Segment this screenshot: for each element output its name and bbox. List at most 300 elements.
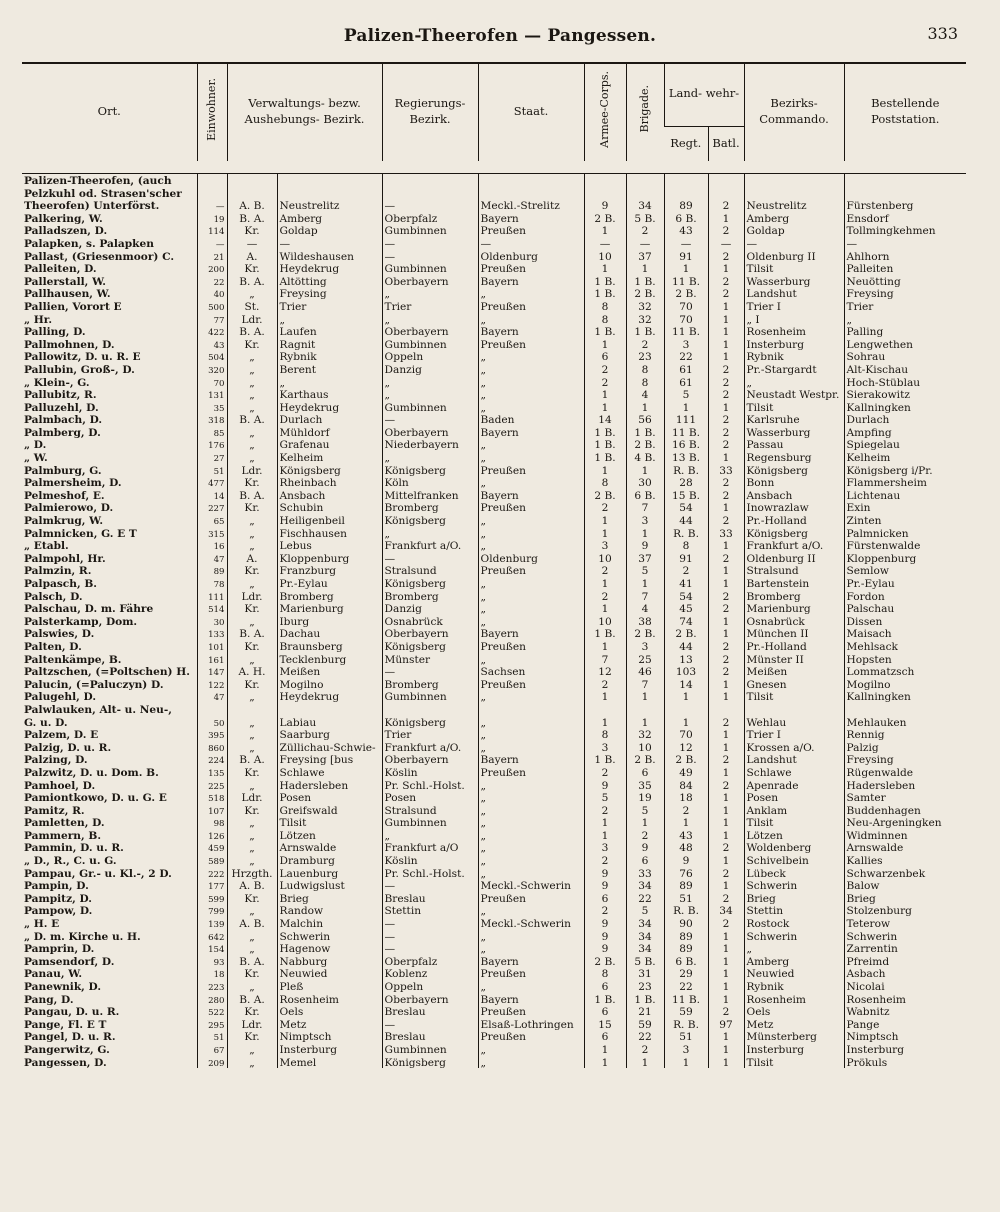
cell-sitz: Arnswalde (277, 841, 382, 854)
cell-bez: B. A. (227, 413, 277, 426)
cell-brig: 34 (626, 879, 664, 892)
cell-batl: 1 (708, 804, 744, 817)
table-row (22, 980, 966, 993)
cell-bez: „ (227, 816, 277, 829)
table-row (22, 527, 966, 540)
cell-ort: Paltzschen, (=Poltschen) H. (24, 666, 190, 678)
cell-ort: Pallmohnen, D. (24, 338, 115, 351)
cell-kom: Amberg (744, 212, 844, 225)
cell-post: Semlow (844, 564, 966, 577)
cell-batl: 1 (708, 678, 744, 691)
cell-kom: Rosenheim (744, 993, 844, 1006)
cell-ac: 10 (584, 615, 626, 628)
cell-kom: Münster II (744, 653, 844, 666)
cell-ac: 1 (584, 829, 626, 842)
cell-brig (626, 703, 664, 716)
cell-bez: „ (227, 527, 277, 540)
table-row (22, 501, 966, 514)
cell-einw: 224 (197, 753, 227, 766)
cell-kom: Inowrazlaw (744, 501, 844, 514)
cell-batl: 2 (708, 753, 744, 766)
cell-ac: 9 (584, 930, 626, 943)
cell-regt: 2 B. (664, 627, 708, 640)
cell-batl: 2 (708, 867, 744, 880)
cell-einw: 50 (197, 716, 227, 729)
cell-regt: 6 B. (664, 212, 708, 225)
cell-sitz: Saarburg (277, 728, 382, 741)
cell-ort: Pangerwitz, G. (24, 1043, 110, 1056)
cell-bez: „ (227, 1056, 277, 1069)
cell-einw: 65 (197, 514, 227, 527)
cell-regt: 89 (664, 942, 708, 955)
cell-sitz: Bromberg (277, 590, 382, 603)
col-header-verwaltung: Verwaltungs- bezw. Aushebungs- Bezirk. (227, 62, 382, 161)
cell-ac: 1 (584, 401, 626, 414)
cell-batl: 97 (708, 1018, 744, 1031)
cell-post: Nicolai (844, 980, 966, 993)
cell-batl: 1 (708, 338, 744, 351)
cell-kom: Insterburg (744, 338, 844, 351)
cell-reg: „ (382, 313, 478, 326)
cell-staat: „ (478, 653, 584, 666)
cell-bez: Kr. (227, 640, 277, 653)
cell-reg: Pr. Schl.-Holst. (382, 779, 478, 792)
cell-bez: „ (227, 388, 277, 401)
cell-sitz: Schlawe (277, 766, 382, 779)
cell-reg: Danzig (382, 363, 478, 376)
cell-post: Buddenhagen (844, 804, 966, 817)
cell-brig: 1 (626, 527, 664, 540)
cell-kom: Tilsit (744, 816, 844, 829)
cell-post (844, 187, 966, 200)
cell-kom: Goldap (744, 224, 844, 237)
cell-kom: Ansbach (744, 489, 844, 502)
cell-regt: 16 B. (664, 438, 708, 451)
cell-ac: 2 (584, 766, 626, 779)
cell-kom: Rostock (744, 917, 844, 930)
table-row (22, 942, 966, 955)
cell-regt: R. B. (664, 904, 708, 917)
table-row (22, 413, 966, 426)
cell-einw: 320 (197, 363, 227, 376)
cell-ac (584, 187, 626, 200)
cell-batl: 1 (708, 615, 744, 628)
cell-brig: 30 (626, 476, 664, 489)
cell-einw: 85 (197, 426, 227, 439)
cell-kom: Landshut (744, 287, 844, 300)
cell-brig: 7 (626, 590, 664, 603)
cell-ort: Pamsendorf, D. (24, 955, 115, 968)
cell-ort: „ Hr. (24, 313, 53, 326)
cell-ac: — (584, 237, 626, 250)
header-rule (22, 161, 966, 174)
cell-regt: 43 (664, 829, 708, 842)
cell-sitz: Metz (277, 1018, 382, 1031)
cell-batl: 1 (708, 1056, 744, 1069)
cell-bez: Kr. (227, 804, 277, 817)
cell-staat: Preußen (478, 678, 584, 691)
cell-einw: 111 (197, 590, 227, 603)
cell-ac: 1 B. (584, 753, 626, 766)
cell-einw: — (197, 199, 227, 212)
cell-kom: Anklam (744, 804, 844, 817)
cell-staat: „ (478, 376, 584, 389)
table-row (22, 690, 966, 703)
cell-sitz: Braunsberg (277, 640, 382, 653)
cell-regt: 89 (664, 930, 708, 943)
cell-regt: 84 (664, 779, 708, 792)
table-row (22, 401, 966, 414)
cell-brig: 5 (626, 564, 664, 577)
cell-brig: 7 (626, 501, 664, 514)
cell-reg: Königsberg (382, 577, 478, 590)
cell-kom: „ (744, 376, 844, 389)
cell-kom: Wasserburg (744, 426, 844, 439)
cell-ort: Panau, W. (24, 968, 83, 980)
cell-ac: 1 (584, 388, 626, 401)
cell-batl: 1 (708, 930, 744, 943)
table-row (22, 1018, 966, 1031)
cell-ac: 2 B. (584, 955, 626, 968)
cell-bez: St. (227, 300, 277, 313)
cell-batl: 34 (708, 904, 744, 917)
cell-brig: 2 B. (626, 753, 664, 766)
col-header-einwohner (197, 62, 227, 161)
cell-bez: Kr. (227, 262, 277, 275)
cell-ac: 1 (584, 262, 626, 275)
cell-einw: 18 (197, 967, 227, 980)
cell-bez: B. A. (227, 627, 277, 640)
cell-sitz: Oels (277, 1005, 382, 1018)
cell-einw: 16 (197, 539, 227, 552)
cell-sitz: Lauenburg (277, 867, 382, 880)
cell-ort: Palmierowo, D. (24, 502, 114, 515)
cell-reg (382, 174, 478, 187)
cell-kom: Rosenheim (744, 325, 844, 338)
table-row (22, 564, 966, 577)
col-header-staat: Staat. (478, 62, 584, 161)
cell-bez: „ (227, 615, 277, 628)
cell-staat: „ (478, 1043, 584, 1056)
cell-brig: 6 (626, 766, 664, 779)
col-header-post: Bestellende Poststation. (844, 62, 966, 161)
cell-kom: Krossen a/O. (744, 741, 844, 754)
cell-post (844, 174, 966, 187)
cell-bez: Ldr. (227, 313, 277, 326)
cell-reg: Bromberg (382, 501, 478, 514)
cell-staat: „ (478, 1056, 584, 1069)
cell-ort: Pallubitz, R. (24, 389, 97, 401)
cell-sitz: Pleß (277, 980, 382, 993)
cell-batl: 33 (708, 464, 744, 477)
cell-sitz: Marienburg (277, 602, 382, 615)
cell-kom: Schwerin (744, 879, 844, 892)
cell-einw: 518 (197, 791, 227, 804)
cell-kom: Landshut (744, 753, 844, 766)
cell-ort: „ D. (24, 439, 47, 452)
cell-staat: Preußen (478, 224, 584, 237)
cell-brig: 2 (626, 1043, 664, 1056)
cell-sitz: Ludwigslust (277, 879, 382, 892)
cell-einw: 35 (197, 401, 227, 414)
table-row (22, 438, 966, 451)
cell-batl: 1 (708, 627, 744, 640)
cell-sitz (277, 703, 382, 716)
cell-ort: Pangel, D. u. R. (24, 1031, 116, 1043)
cell-post: Wabnitz (844, 1005, 966, 1018)
cell-reg: Posen (382, 791, 478, 804)
col-header-armee-label: Armee-Corps. (597, 70, 611, 148)
cell-brig: 5 B. (626, 955, 664, 968)
cell-staat: „ (478, 590, 584, 603)
cell-post: Ahlhorn (844, 250, 966, 263)
cell-batl (708, 187, 744, 200)
cell-ac (584, 174, 626, 187)
table-row (22, 678, 966, 691)
cell-bez: Kr. (227, 338, 277, 351)
cell-staat: Preußen (478, 1005, 584, 1018)
cell-ort: Pammern, B. (24, 829, 102, 842)
cell-reg: „ (382, 829, 478, 842)
table-row (22, 879, 966, 892)
cell-batl: 2 (708, 640, 744, 653)
cell-brig: 1 B. (626, 275, 664, 288)
cell-staat: „ (478, 451, 584, 464)
cell-regt: 15 B. (664, 489, 708, 502)
cell-post: Palzig (844, 741, 966, 754)
cell-staat: Bayern (478, 993, 584, 1006)
cell-post: Teterow (844, 917, 966, 930)
cell-kom: Frankfurt a/O. (744, 539, 844, 552)
cell-bez: B. A. (227, 325, 277, 338)
cell-batl: 2 (708, 602, 744, 615)
cell-brig: 2 (626, 224, 664, 237)
cell-ort: Palling, D. (24, 326, 86, 338)
cell-regt: 2 B. (664, 287, 708, 300)
table-row (22, 426, 966, 439)
cell-regt: 3 (664, 338, 708, 351)
col-header-einwohner-label: Einwohner. (204, 77, 218, 141)
cell-brig: 1 B. (626, 993, 664, 1006)
cell-ort: Palmbach, D. (24, 414, 103, 426)
cell-post: Insterburg (844, 1043, 966, 1056)
cell-batl: 1 (708, 1043, 744, 1056)
cell-staat: Bayern (478, 325, 584, 338)
cell-reg: — (382, 1018, 478, 1031)
cell-bez: „ (227, 426, 277, 439)
cell-ort: Palmberg, D. (24, 426, 101, 439)
table-row (22, 867, 966, 880)
cell-staat: Meckl.-Schwerin (478, 879, 584, 892)
cell-regt: 28 (664, 476, 708, 489)
cell-batl: 1 (708, 980, 744, 993)
cell-brig: 21 (626, 1005, 664, 1018)
cell-brig: 23 (626, 350, 664, 363)
cell-post: Zarrentin (844, 942, 966, 955)
table-row (22, 640, 966, 653)
cell-post: Mehlsack (844, 640, 966, 653)
table-row (22, 917, 966, 930)
cell-kom: Woldenberg (744, 841, 844, 854)
cell-staat: Preußen (478, 262, 584, 275)
cell-post: Pr.-Eylau (844, 577, 966, 590)
cell-ort: Pelzkuhl od. Strasen'scher (24, 187, 182, 200)
cell-ac: 9 (584, 199, 626, 212)
cell-sitz: Heydekrug (277, 262, 382, 275)
cell-sitz: Freysing (277, 287, 382, 300)
table-row (22, 1030, 966, 1043)
cell-einw: 161 (197, 653, 227, 666)
cell-post: Trier (844, 300, 966, 313)
cell-regt: 1 (664, 716, 708, 729)
cell-kom: Pr.-Holland (744, 514, 844, 527)
cell-kom: Tilsit (744, 401, 844, 414)
cell-brig: 6 (626, 854, 664, 867)
cell-post: Pfreimd (844, 955, 966, 968)
table-row (22, 703, 966, 716)
cell-regt: 14 (664, 678, 708, 691)
cell-regt: 61 (664, 376, 708, 389)
table-row (22, 841, 966, 854)
cell-kom: Amberg (744, 955, 844, 968)
cell-bez: Ldr. (227, 464, 277, 477)
cell-batl: 1 (708, 300, 744, 313)
cell-einw: 122 (197, 678, 227, 691)
col-header-ort: Ort. (97, 103, 121, 118)
cell-staat: „ (478, 602, 584, 615)
cell-ort: Palizen-Theerofen, (auch (24, 175, 172, 187)
cell-brig: 3 (626, 514, 664, 527)
cell-staat: „ (478, 690, 584, 703)
col-header-armee (584, 62, 626, 161)
table-row (22, 250, 966, 263)
cell-staat: Preußen (478, 766, 584, 779)
table-row (22, 716, 966, 729)
cell-einw: 280 (197, 993, 227, 1006)
cell-brig: 34 (626, 199, 664, 212)
col-header-regierung: Regierungs- Bezirk. (382, 62, 478, 161)
cell-staat: „ (478, 388, 584, 401)
cell-ort: Pamitz, R. (24, 804, 85, 817)
cell-ort: Palkering, W. (24, 212, 103, 225)
cell-ac: 5 (584, 791, 626, 804)
cell-bez (227, 174, 277, 187)
cell-reg: Königsberg (382, 464, 478, 477)
col-header-brigade-label: Brigade. (637, 85, 651, 133)
cell-kom: Stralsund (744, 564, 844, 577)
cell-ort: Pampin, D. (24, 880, 89, 892)
cell-post: Hopsten (844, 653, 966, 666)
cell-regt: 18 (664, 791, 708, 804)
cell-ac: 1 (584, 464, 626, 477)
cell-post: Fürstenberg (844, 199, 966, 212)
cell-regt: 61 (664, 363, 708, 376)
cell-reg: — (382, 413, 478, 426)
cell-ac: 2 (584, 376, 626, 389)
cell-kom: Schlawe (744, 766, 844, 779)
cell-staat: „ (478, 438, 584, 451)
cell-sitz: Mühldorf (277, 426, 382, 439)
cell-einw: 30 (197, 615, 227, 628)
cell-kom: „ I (744, 313, 844, 326)
cell-reg: Königsberg (382, 1056, 478, 1069)
cell-ort: „ Klein-, G. (24, 376, 90, 389)
cell-staat: „ (478, 930, 584, 943)
cell-einw: 318 (197, 413, 227, 426)
cell-batl: 1 (708, 993, 744, 1006)
cell-einw: 78 (197, 577, 227, 590)
cell-einw: 70 (197, 376, 227, 389)
cell-brig: 38 (626, 615, 664, 628)
cell-bez: — (227, 237, 277, 250)
cell-brig: 5 B. (626, 212, 664, 225)
cell-batl: 2 (708, 917, 744, 930)
cell-ac: 1 (584, 716, 626, 729)
cell-reg: — (382, 237, 478, 250)
cell-post: Fordon (844, 590, 966, 603)
cell-reg: „ (382, 451, 478, 464)
cell-kom: Neustrelitz (744, 199, 844, 212)
cell-post: Zinten (844, 514, 966, 527)
table-row (22, 741, 966, 754)
cell-einw: 860 (197, 741, 227, 754)
cell-post: Rosenheim (844, 993, 966, 1006)
cell-regt: 54 (664, 501, 708, 514)
cell-staat: Bayern (478, 275, 584, 288)
cell-bez: Hrzgth. (227, 867, 277, 880)
cell-einw: 295 (197, 1018, 227, 1031)
cell-reg: Köslin (382, 766, 478, 779)
cell-sitz: „ (277, 313, 382, 326)
cell-reg: Gumbinnen (382, 816, 478, 829)
cell-brig: 22 (626, 1030, 664, 1043)
cell-ac: 1 (584, 690, 626, 703)
cell-brig: 1 (626, 690, 664, 703)
cell-einw: 19 (197, 212, 227, 225)
cell-kom: Lötzen (744, 829, 844, 842)
cell-ac: 2 (584, 854, 626, 867)
cell-post: Fürstenwalde (844, 539, 966, 552)
cell-staat: „ (478, 728, 584, 741)
table-row (22, 615, 966, 628)
cell-reg: — (382, 250, 478, 263)
cell-staat: „ (478, 791, 584, 804)
cell-sitz: Iburg (277, 615, 382, 628)
cell-brig: 9 (626, 539, 664, 552)
cell-einw: 131 (197, 388, 227, 401)
cell-post: Ensdorf (844, 212, 966, 225)
cell-staat: Preußen (478, 892, 584, 905)
table-row (22, 262, 966, 275)
cell-batl: 33 (708, 527, 744, 540)
cell-ac: 8 (584, 728, 626, 741)
cell-sitz: Grafenau (277, 438, 382, 451)
cell-ac: 1 (584, 816, 626, 829)
cell-reg: Mittelfranken (382, 489, 478, 502)
cell-regt: 22 (664, 980, 708, 993)
cell-regt: 51 (664, 1030, 708, 1043)
cell-bez: A. B. (227, 199, 277, 212)
cell-ort: Pampow, D. (24, 905, 93, 918)
cell-reg: Königsberg (382, 640, 478, 653)
cell-ac: 14 (584, 413, 626, 426)
table-row (22, 753, 966, 766)
cell-brig: 5 (626, 904, 664, 917)
table-row (22, 224, 966, 237)
cell-ac: 1 B. (584, 426, 626, 439)
cell-regt: 89 (664, 879, 708, 892)
cell-post (844, 703, 966, 716)
